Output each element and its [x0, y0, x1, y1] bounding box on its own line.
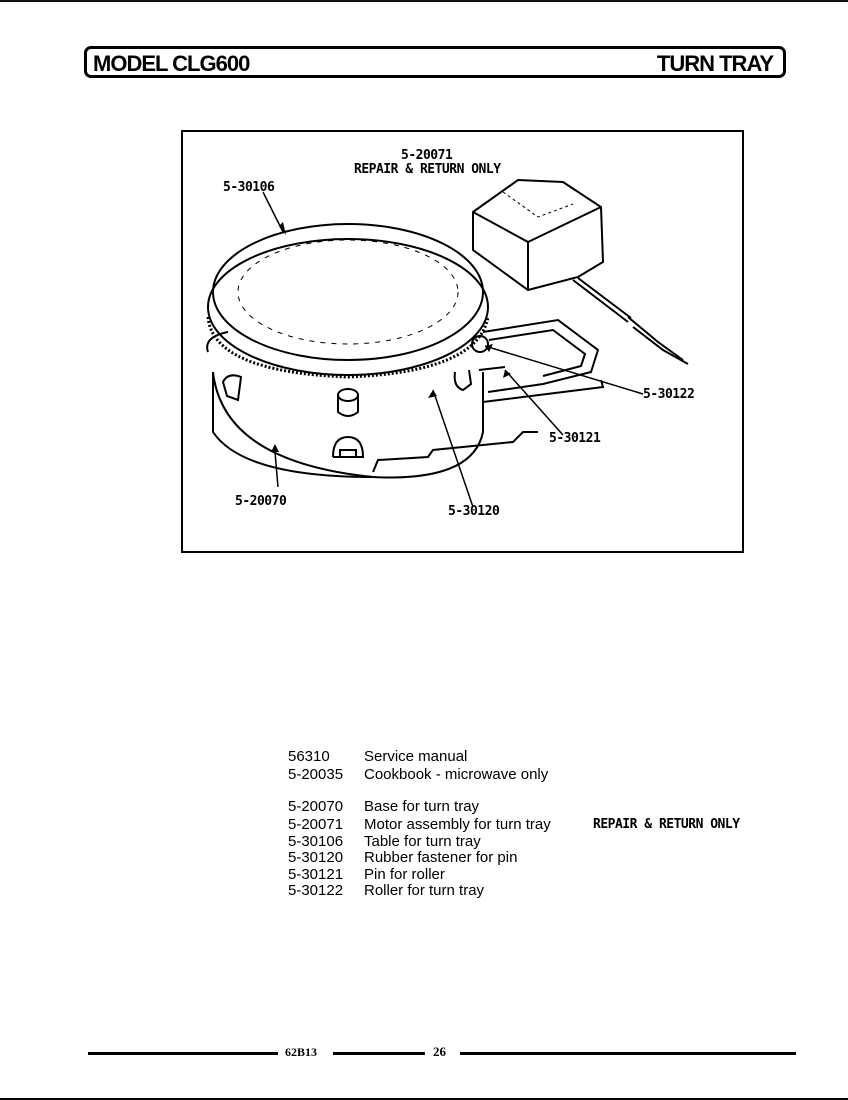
part-number: 5-30121: [288, 866, 344, 883]
clip: [455, 370, 471, 390]
part-description: Table for turn tray: [364, 833, 481, 850]
roller-bracket: [483, 320, 598, 392]
gear-ring: [208, 239, 488, 375]
part-note: REPAIR & RETURN ONLY: [593, 817, 740, 832]
part-description: Motor assembly for turn tray: [364, 816, 551, 833]
part-number: 5-30122: [288, 882, 344, 899]
base-foot: [333, 437, 363, 457]
part-number: 56310: [288, 748, 330, 765]
section-title: TURN TRAY: [656, 51, 773, 76]
model-title: MODEL CLG600: [93, 51, 250, 76]
part-description: Pin for roller: [364, 866, 445, 883]
part-description: Roller for turn tray: [364, 882, 485, 899]
top-rule: [0, 0, 848, 2]
pin: [479, 367, 505, 370]
table-top: [213, 224, 483, 360]
pin-callout: 5-30121: [549, 431, 601, 446]
footer-code: 62B13: [285, 1045, 318, 1059]
motor-callout-note: REPAIR & RETURN ONLY: [354, 162, 501, 177]
part-description: Service manual: [364, 748, 468, 765]
page-header: [84, 46, 786, 78]
center-post: [338, 389, 358, 401]
base-callout: 5-20070: [235, 494, 287, 509]
motor-callout-number: 5-20071: [401, 148, 453, 163]
part-description: Rubber fastener for pin: [364, 849, 518, 866]
part-description: Base for turn tray: [364, 798, 480, 815]
page-number: 26: [433, 1044, 446, 1059]
part-number: 5-20071: [288, 816, 344, 833]
footer-rule-middle: [333, 1052, 425, 1055]
part-number: 5-20035: [288, 766, 344, 783]
wire-plug: [628, 317, 683, 360]
part-number: 5-30120: [288, 849, 344, 866]
motor-wire: [573, 280, 628, 322]
motor-assembly: [473, 180, 603, 290]
part-number: 5-30106: [288, 833, 344, 850]
footer-rule-left: [88, 1052, 278, 1055]
part-description: Cookbook - microwave only: [364, 766, 549, 783]
table-callout: 5-30106: [223, 180, 275, 195]
footer-rule-right: [460, 1052, 796, 1055]
part-number: 5-20070: [288, 798, 344, 815]
roller-callout: 5-30122: [643, 387, 695, 402]
turn-tray-diagram: [181, 130, 744, 553]
fastener-callout: 5-30120: [448, 504, 500, 519]
